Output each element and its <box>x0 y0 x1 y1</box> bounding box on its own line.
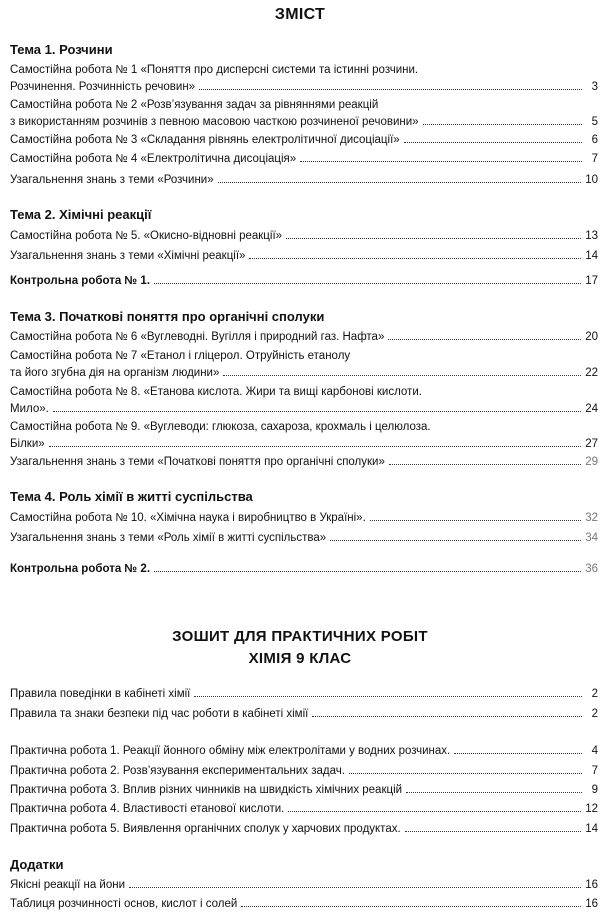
toc-entry: Практична робота 2. Розв’язування експериментальних задач. 7 <box>10 763 598 780</box>
appendix-heading: Додатки <box>10 857 64 872</box>
page-number: 12 <box>585 803 598 815</box>
toc-entry: Самостійна робота № 9. «Вуглеводи: глюкоза, сахароза, крохмаль і целюлоза. Білки» 27 <box>10 419 598 453</box>
toc-entry: Узагальнення знань з теми «Хімічні реакції» 14 <box>10 248 598 265</box>
page-number: 14 <box>585 250 598 262</box>
page-number: 29 <box>585 456 598 468</box>
toc-entry: Практична робота 3. Вплив різних чинників на швидкість хімічних реакцій 9 <box>10 782 598 799</box>
toc-entry: Узагальнення знань з теми «Розчини» 10 <box>10 172 598 189</box>
page-number: 17 <box>585 275 598 287</box>
toc-entry: Самостійна робота № 2 «Розв’язування задач за рівняннями реакцій з використанням розчинів з певною масовою часткою розчиненої речовини» 5 <box>10 97 598 131</box>
page-number: 9 <box>591 784 598 796</box>
page-number: 34 <box>585 532 598 544</box>
page-number: 2 <box>591 708 598 720</box>
toc-entry: Самостійна робота № 1 «Поняття про дисперсні системи та істинні розчини. Розчинення. Розчинність речовин» 3 <box>10 62 598 96</box>
toc-entry: Узагальнення знань з теми «Початкові поняття про органічні сполуки» 29 <box>10 454 598 471</box>
toc-title: ЗМІСТ <box>274 6 326 23</box>
page-number: 7 <box>591 153 598 165</box>
workbook-title: ЗОШИТ ДЛЯ ПРАКТИЧНИХ РОБІТ <box>172 628 428 645</box>
toc-entry: Узагальнення знань з теми «Роль хімії в житті суспільства» 34 <box>10 530 598 547</box>
page-number: 24 <box>585 403 598 415</box>
workbook-subtitle: ХІМІЯ 9 КЛАС <box>248 650 352 667</box>
toc-entry: Самостійна робота № 5. «Окисно-відновні реакції» 13 <box>10 228 598 245</box>
toc-entry-test: Контрольна робота № 2. 36 <box>10 561 598 578</box>
toc-entry: Таблиця розчинності основ, кислот і солей 16 <box>10 896 598 913</box>
page-number: 3 <box>591 81 598 93</box>
toc-entry: Практична робота 5. Виявлення органічних сполук у харчових продуктах. 14 <box>10 821 598 838</box>
page-number: 13 <box>585 230 598 242</box>
page-number: 20 <box>585 331 598 343</box>
toc-entry: Самостійна робота № 8. «Етанова кислота. Жири та вищі карбонові кислоти. Мило». 24 <box>10 384 598 418</box>
page-number: 4 <box>591 745 598 757</box>
toc-entry: Практична робота 1. Реакції йонного обміну між електролітами у водних розчинах. 4 <box>10 743 598 760</box>
topic-2-heading: Тема 2. Хімічні реакції <box>10 207 152 222</box>
page-number: 27 <box>585 438 598 450</box>
page-number: 32 <box>585 512 598 524</box>
toc-entry-test: Контрольна робота № 1. 17 <box>10 273 598 290</box>
toc-entry: Самостійна робота № 3 «Складання рівнянь електролітичної дисоціації» 6 <box>10 132 598 149</box>
page-number: 16 <box>585 898 598 910</box>
page-number: 14 <box>585 823 598 835</box>
topic-3-heading: Тема 3. Початкові поняття про органічні сполуки <box>10 309 325 324</box>
toc-entry: Практична робота 4. Властивості етанової кислоти. 12 <box>10 801 598 818</box>
page-number: 6 <box>591 134 598 146</box>
topic-4-heading: Тема 4. Роль хімії в житті суспільства <box>10 489 253 504</box>
page-number: 22 <box>585 367 598 379</box>
page-number: 7 <box>591 765 598 777</box>
page-number: 36 <box>585 563 598 575</box>
page-number: 2 <box>591 688 598 700</box>
toc-entry: Правила поведінки в кабінеті хімії 2 <box>10 686 598 703</box>
toc-entry: Правила та знаки безпеки під час роботи в кабінеті хімії 2 <box>10 706 598 723</box>
page-number: 5 <box>591 116 598 128</box>
page-number: 16 <box>585 879 598 891</box>
toc-entry: Якісні реакції на йони 16 <box>10 877 598 894</box>
toc-entry: Самостійна робота № 7 «Етанол і гліцерол. Отруйність етанолу та його згубна дія на організм людини» 22 <box>10 348 598 382</box>
toc-entry: Самостійна робота № 10. «Хімічна наука і виробництво в Україні». 32 <box>10 510 598 527</box>
page-number: 10 <box>585 174 598 186</box>
toc-entry: Самостійна робота № 4 «Електролітична дисоціація» 7 <box>10 151 598 168</box>
topic-1-heading: Тема 1. Розчини <box>10 42 113 57</box>
toc-entry: Самостійна робота № 6 «Вуглеводні. Вугілля і природний газ. Нафта» 20 <box>10 329 598 346</box>
